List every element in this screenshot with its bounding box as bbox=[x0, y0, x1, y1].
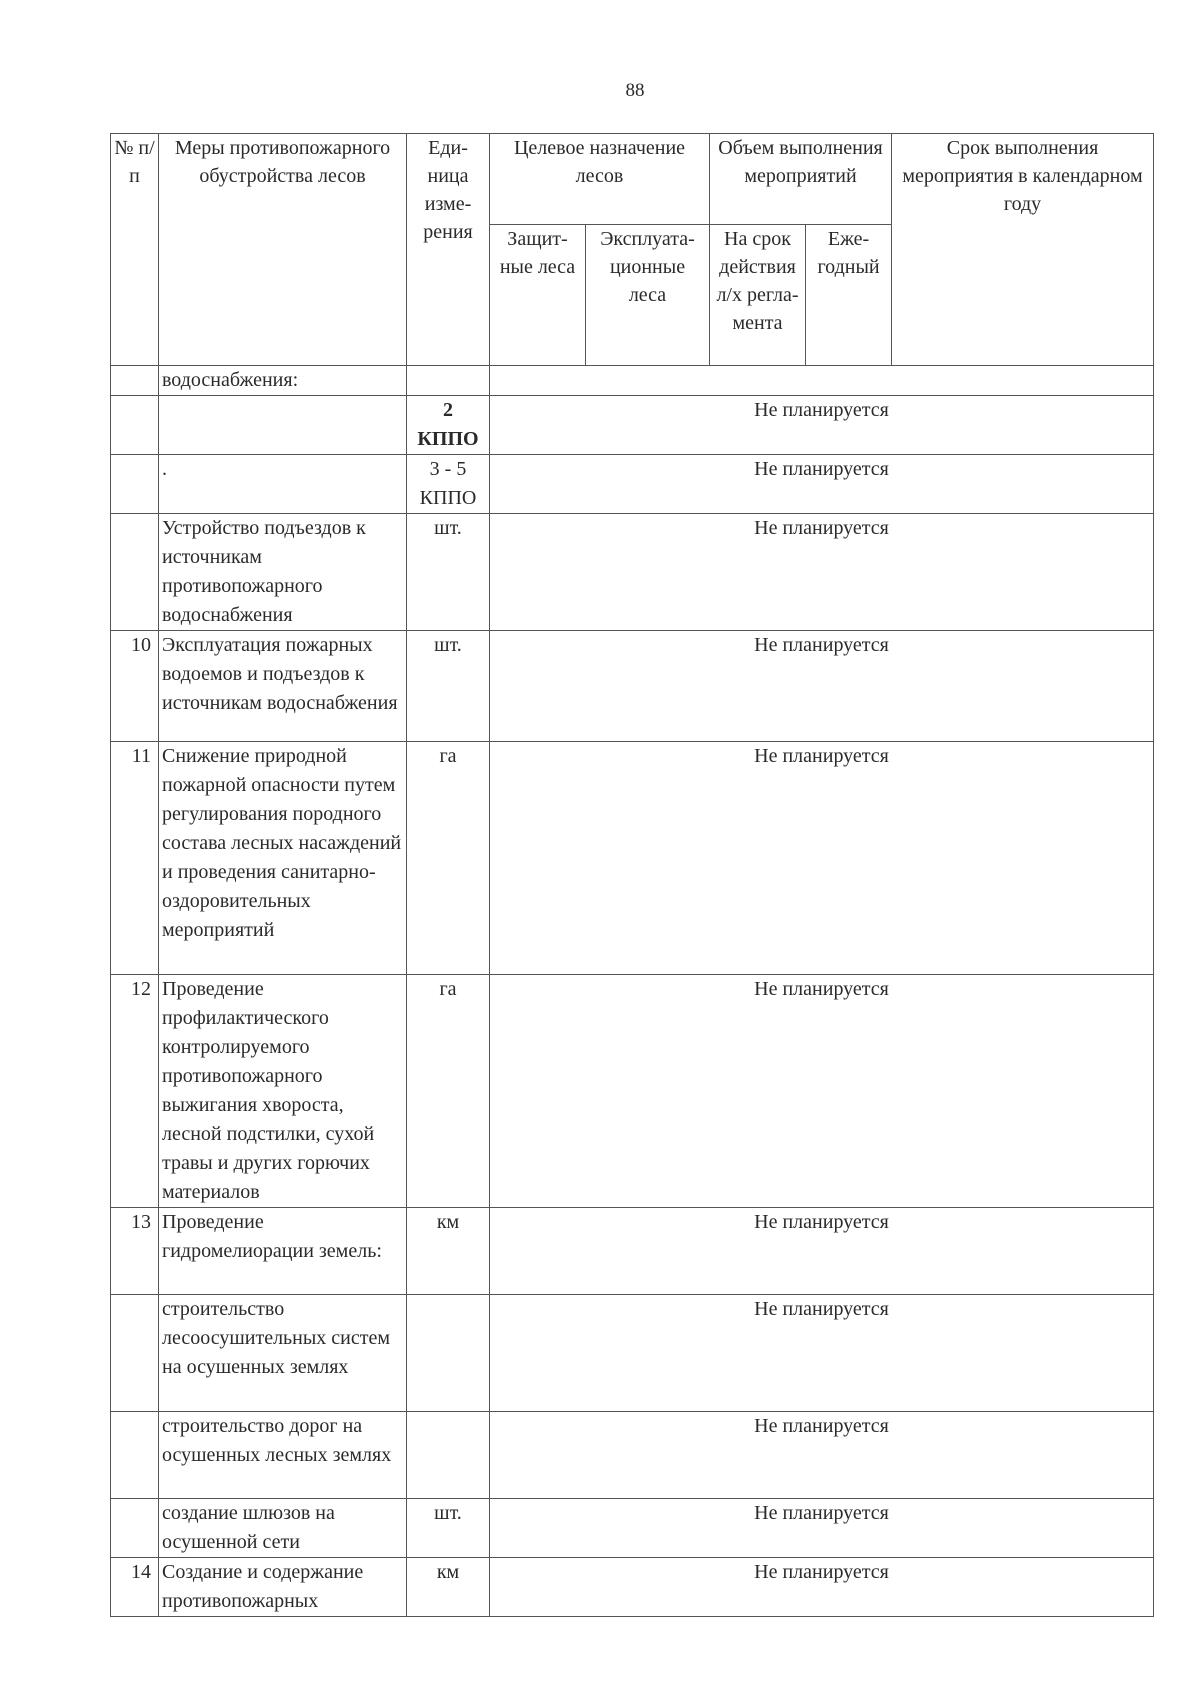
header-annual: Еже-годный bbox=[806, 225, 892, 366]
row-status bbox=[490, 366, 1154, 396]
row-num bbox=[111, 455, 159, 514]
row-measure: Устройство подъездов к источникам противопожарного водоснабжения bbox=[159, 514, 407, 631]
table-row bbox=[111, 1499, 1154, 1558]
table-row bbox=[111, 396, 1154, 455]
table-row bbox=[111, 1208, 1154, 1295]
row-unit: км bbox=[407, 1558, 490, 1617]
table-header-row bbox=[111, 134, 1154, 225]
row-unit: га bbox=[407, 742, 490, 975]
row-num: 12 bbox=[111, 975, 159, 1208]
row-measure: Создание и содержание противопожарных bbox=[159, 1558, 407, 1617]
row-measure: строительство дорог на осушенных лесных землях bbox=[159, 1412, 407, 1499]
header-protective: Защит-ные леса bbox=[490, 225, 586, 366]
row-status: Не планируется bbox=[490, 742, 1154, 975]
row-num bbox=[111, 1412, 159, 1499]
row-unit bbox=[407, 1295, 490, 1412]
table-row bbox=[111, 455, 1154, 514]
table-row bbox=[111, 742, 1154, 975]
header-purpose: Целевое назначение лесов bbox=[490, 134, 710, 225]
row-num bbox=[111, 514, 159, 631]
row-unit: шт. bbox=[407, 1499, 490, 1558]
row-status: Не планируется bbox=[490, 1208, 1154, 1295]
row-num: 13 bbox=[111, 1208, 159, 1295]
row-status: Не планируется bbox=[490, 1295, 1154, 1412]
header-unit: Еди-ница изме-рения bbox=[407, 134, 490, 366]
row-status: Не планируется bbox=[490, 631, 1154, 742]
header-exploitation: Эксплуата-ционные леса bbox=[586, 225, 710, 366]
row-status: Не планируется bbox=[490, 1412, 1154, 1499]
row-num bbox=[111, 396, 159, 455]
row-measure: Снижение природной пожарной опасности путем регулирования породного состава лесных насаждений и проведения санитарно-оздоровительных мероприятий bbox=[159, 742, 407, 975]
table-row bbox=[111, 366, 1154, 396]
row-num: 10 bbox=[111, 631, 159, 742]
row-unit: 2 КППО bbox=[407, 396, 490, 455]
header-volume: Объем выполнения мероприятий bbox=[710, 134, 892, 225]
header-num: № п/п bbox=[111, 134, 159, 366]
row-unit bbox=[407, 1412, 490, 1499]
row-status: Не планируется bbox=[490, 514, 1154, 631]
row-status: Не планируется bbox=[490, 455, 1154, 514]
row-status: Не планируется bbox=[490, 975, 1154, 1208]
row-num bbox=[111, 366, 159, 396]
row-status: Не планируется bbox=[490, 1499, 1154, 1558]
fire-measures-table bbox=[110, 133, 1154, 1617]
row-status: Не планируется bbox=[490, 396, 1154, 455]
table-row bbox=[111, 975, 1154, 1208]
row-measure: водоснабжения: bbox=[159, 366, 407, 396]
row-unit: га bbox=[407, 975, 490, 1208]
row-unit: шт. bbox=[407, 631, 490, 742]
table-row bbox=[111, 514, 1154, 631]
table-row bbox=[111, 1412, 1154, 1499]
table-row bbox=[111, 1295, 1154, 1412]
row-unit: 3 - 5 КППО bbox=[407, 455, 490, 514]
row-measure: строительство лесоосушительных систем на осушенных землях bbox=[159, 1295, 407, 1412]
page-number: 88 bbox=[625, 80, 645, 101]
row-num: 14 bbox=[111, 1558, 159, 1617]
row-num bbox=[111, 1499, 159, 1558]
row-num bbox=[111, 1295, 159, 1412]
row-num: 11 bbox=[111, 742, 159, 975]
row-measure bbox=[159, 396, 407, 455]
header-term: Срок выполнения мероприятия в календарном году bbox=[892, 134, 1154, 366]
row-measure: Проведение гидромелиорации земель: bbox=[159, 1208, 407, 1295]
row-measure: создание шлюзов на осушенной сети bbox=[159, 1499, 407, 1558]
row-unit bbox=[407, 366, 490, 396]
table-row bbox=[111, 1558, 1154, 1617]
row-measure: . bbox=[159, 455, 407, 514]
row-unit: шт. bbox=[407, 514, 490, 631]
row-status: Не планируется bbox=[490, 1558, 1154, 1617]
row-measure: Проведение профилактического контролируемого противопожарного выжигания хвороста, лесной подстилки, сухой травы и других горючих материалов bbox=[159, 975, 407, 1208]
table-row bbox=[111, 631, 1154, 742]
row-unit: км bbox=[407, 1208, 490, 1295]
header-measure: Меры противопожарного обустройства лесов bbox=[159, 134, 407, 366]
header-period: На срок действия л/х регла-мента bbox=[710, 225, 806, 366]
row-measure: Эксплуатация пожарных водоемов и подъездов к источникам водоснабжения bbox=[159, 631, 407, 742]
